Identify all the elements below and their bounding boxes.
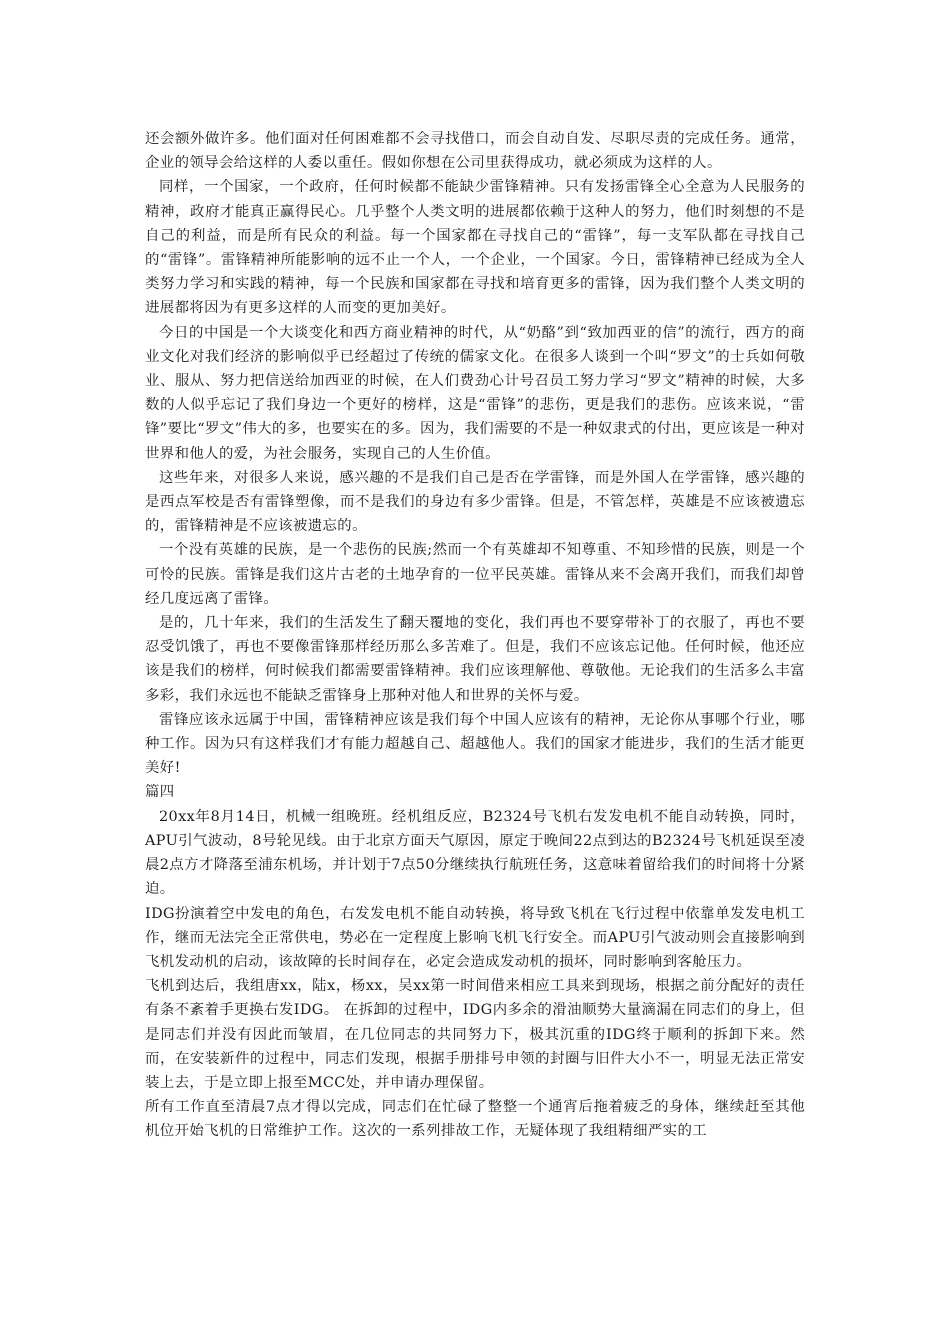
paragraph: 一个没有英雄的民族，是一个悲伤的民族;然而一个有英雄却不知尊重、不知珍惜的民族，则是一个可怜的民族。雷锋是我们这片古老的土地孕育的一位平民英雄。雷锋从来不会离开我们，而我们却曾经几度远离了雷锋。 bbox=[145, 542, 805, 607]
paragraph: 雷锋应该永远属于中国，雷锋精神应该是我们每个中国人应该有的精神，无论你从事哪个行业，哪种工作。因为只有这样我们才有能力超越自己、超越他人。我们的国家才能进步，我们的生活才能更美好! bbox=[145, 711, 805, 777]
section-heading: 篇四 bbox=[145, 784, 175, 801]
paragraph: 还会额外做许多。他们面对任何困难都不会寻找借口，而会自动自发、尽职尽责的完成任务。通常，企业的领导会给这样的人委以重任。假如你想在公司里获得成功，就必须成为这样的人。 bbox=[145, 131, 805, 172]
paragraph: 飞机到达后，我组唐xx，陆x，杨xx，吴xx第一时间借来相应工具来到现场，根据之前分配好的责任有条不紊着手更换右发IDG。 在拆卸的过程中，IDG内多余的滑油顺势大量滴漏在同志们的身上，但是同志们并没有因此而皱眉，在几位同志的共同努力下，极其沉重的IDG终于顺利的拆卸下来。然而，在安装新件的过程中，同志们发现，根据手册排号申领的封圈与旧件大小不一，明显无法正常安装上去，于是立即上报至MCC处，并申请办理保留。 bbox=[145, 978, 805, 1091]
paragraph: 今日的中国是一个大谈变化和西方商业精神的时代，从“奶酪”到“致加西亚的信”的流行，西方的商业文化对我们经济的影响似乎已经超过了传统的儒家文化。在很多人谈到一个叫“罗文”的士兵如何敬业、服从、努力把信送给加西亚的时候，在人们费劲心计号召员工努力学习“罗文”精神的时候，大多数的人似乎忘记了我们身边一个更好的榜样，这是“雷锋”的悲伤，更是我们的悲伤。应该来说，“雷锋”要比“罗文”伟大的多，也要实在的多。因为，我们需要的不是一种奴隶式的付出，更应该是一种对世界和他人的爱，为社会服务，实现自己的人生价值。 bbox=[145, 324, 805, 462]
paragraph: 这些年来，对很多人来说，感兴趣的不是我们自己是否在学雷锋，而是外国人在学雷锋，感兴趣的是西点军校是否有雷锋塑像，而不是我们的身边有多少雷锋。但是，不管怎样，英雄是不应该被遗忘的，雷锋精神是不应该被遗忘的。 bbox=[145, 469, 805, 535]
paragraph: 同样，一个国家，一个政府，任何时候都不能缺少雷锋精神。只有发扬雷锋全心全意为人民服务的精神，政府才能真正赢得民心。几乎整个人类文明的进展都依赖于这种人的努力，他们时刻想的不是自己的利益，而是所有民众的利益。每一个国家都在寻找自己的“雷锋”，每一支军队都在寻找自己的“雷锋”。雷锋精神所能影响的远不止一个人，一个企业，一个国家。今日，雷锋精神已经成为全人类努力学习和实践的精神，每一个民族和国家都在寻找和培育更多的雷锋，因为我们整个人类文明的进展都将因为有更多这样的人而变的更加美好。 bbox=[145, 179, 805, 317]
paragraph: 是的，几十年来，我们的生活发生了翻天覆地的变化，我们再也不要穿带补丁的衣服了，再也不要忍受饥饿了，再也不要像雷锋那样经历那么多苦难了。但是，我们不应该忘记他。任何时候，他还应该是我们的榜样，何时候我们都需要雷锋精神。我们应该理解他、尊敬他。无论我们的生活多么丰富多彩，我们永远也不能缺乏雷锋身上那种对他人和世界的关怀与爱。 bbox=[145, 615, 805, 704]
paragraph: IDG扮演着空中发电的角色，右发发电机不能自动转换，将导致飞机在飞行过程中依靠单发发电机工作，继而无法完全正常供电，势必在一定程度上影响飞机飞行安全。而APU引气波动则会直接影响到飞机发动机的启动，该故障的长时间存在，必定会造成发动机的损坏，同时影响到客舱压力。 bbox=[145, 905, 805, 970]
paragraph: 20xx年8月14日，机械一组晚班。经机组反应，B2324号飞机右发发电机不能自动转换，同时，APU引气波动，8号轮见线。由于北京方面天气原因，原定于晚间22点到达的B2324号飞机延误至凌晨2点方才降落至浦东机场，并计划于7点50分继续执行航班任务，这意味着留给我们的时间将十分紧迫。 bbox=[145, 808, 805, 898]
paragraph: 所有工作直至清晨7点才得以完成，同志们在忙碌了整整一个通宵后拖着疲乏的身体，继续赶至其他机位开始飞机的日常维护工作。这次的一系列排故工作，无疑体现了我组精细严实的工 bbox=[145, 1099, 805, 1140]
document-body bbox=[145, 127, 805, 1144]
